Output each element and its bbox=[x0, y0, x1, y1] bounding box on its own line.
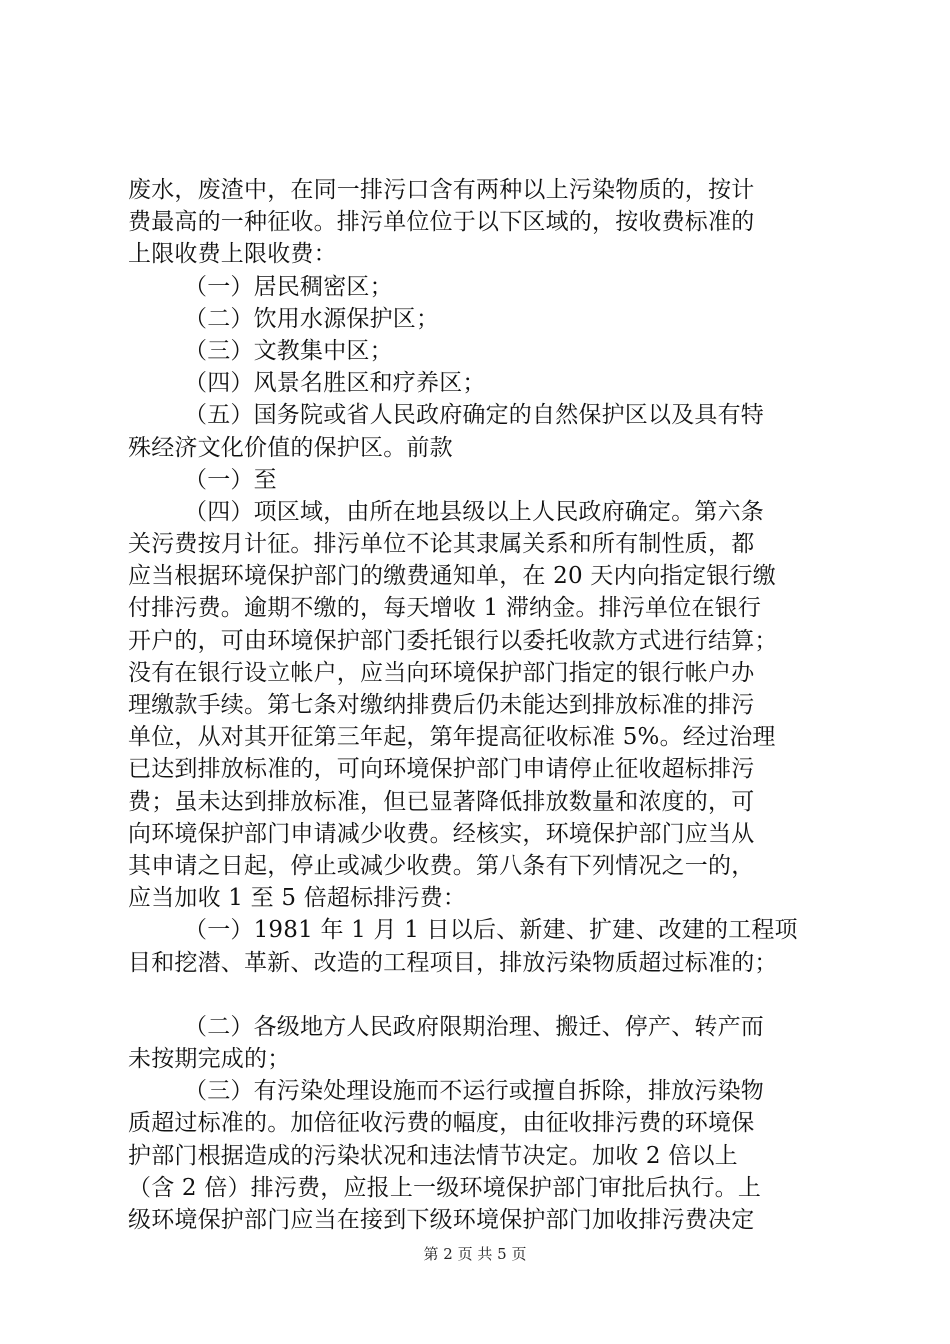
text-line: 付排污费。逾期不缴的，每天增收 1 滞纳金。排污单位在银行 bbox=[128, 595, 762, 622]
text-line: （五）国务院或省人民政府确定的自然保护区以及具有特 bbox=[184, 402, 764, 429]
text-line: （四）项区域，由所在地县级以上人民政府确定。第六条 bbox=[184, 498, 764, 525]
text-line: （二）各级地方人民政府限期治理、搬迁、停产、转产而 bbox=[184, 1013, 764, 1040]
text-line: 目和挖潜、革新、改造的工程项目，排放污染物质超过标准的； bbox=[128, 949, 778, 976]
document-body bbox=[128, 174, 840, 1236]
text-line: 已达到排放标准的，可向环境保护部门申请停止征收超标排污 bbox=[128, 756, 755, 783]
text-line: 未按期完成的； bbox=[128, 1046, 291, 1073]
text-line: 应当根据环境保护部门的缴费通知单，在 20 天内向指定银行缴 bbox=[128, 563, 776, 590]
text-line: 开户的，可由环境保护部门委托银行以委托收款方式进行结算； bbox=[128, 627, 778, 654]
text-line: 质超过标准的。加倍征收污费的幅度，由征收排污费的环境保 bbox=[128, 1110, 755, 1137]
text-line: 其申请之日起，停止或减少收费。第八条有下列情况之一的， bbox=[128, 852, 755, 879]
text-line: （含 2 倍）排污费，应报上一级环境保护部门审批后执行。上 bbox=[128, 1174, 762, 1201]
text-line: （四）风景名胜区和疗养区； bbox=[184, 370, 486, 397]
text-line: （一）1981 年 1 月 1 日以后、新建、扩建、改建的工程项 bbox=[184, 917, 798, 944]
text-line: （二）饮用水源保护区； bbox=[184, 305, 440, 332]
text-line: 费；虽未达到排放标准，但已显著降低排放数量和浓度的，可 bbox=[128, 788, 755, 815]
text-line: （三）文教集中区； bbox=[184, 337, 393, 364]
blank-line bbox=[128, 979, 840, 1011]
text-line: 上限收费上限收费： bbox=[128, 241, 337, 268]
text-line: 级环境保护部门应当在接到下级环境保护部门加收排污费决定 bbox=[128, 1207, 755, 1233]
text-line: 单位，从对其开征第三年起，第年提高征收标准 5%。经过治理 bbox=[128, 724, 776, 751]
text-line: 殊经济文化价值的保护区。前款 bbox=[128, 434, 453, 461]
text-line: （一）至 bbox=[184, 466, 277, 493]
text-line: 护部门根据造成的污染状况和违法情节决定。加收 2 倍以上 bbox=[128, 1142, 738, 1169]
page-footer: 第 2 页 共 5 页 bbox=[423, 1245, 527, 1263]
text-line: 费最高的一种征收。排污单位位于以下区域的，按收费标准的 bbox=[128, 209, 755, 236]
text-line: 向环境保护部门申请减少收费。经核实，环境保护部门应当从 bbox=[128, 820, 755, 847]
text-line: （三）有污染处理设施而不运行或擅自拆除，排放污染物 bbox=[184, 1078, 764, 1105]
text-line: 关污费按月计征。排污单位不论其隶属关系和所有制性质，都 bbox=[128, 531, 755, 558]
text-line: 应当加收 1 至 5 倍超标排污费： bbox=[128, 885, 467, 912]
text-line: 理缴款手续。第七条对缴纳排费后仍未能达到排放标准的排污 bbox=[128, 692, 755, 718]
text-line: （一）居民稠密区； bbox=[184, 273, 393, 300]
text-line: 废水，废渣中，在同一排污口含有两种以上污染物质的，按计 bbox=[128, 177, 755, 203]
text-line: 没有在银行设立帐户，应当向环境保护部门指定的银行帐户办 bbox=[128, 659, 755, 686]
